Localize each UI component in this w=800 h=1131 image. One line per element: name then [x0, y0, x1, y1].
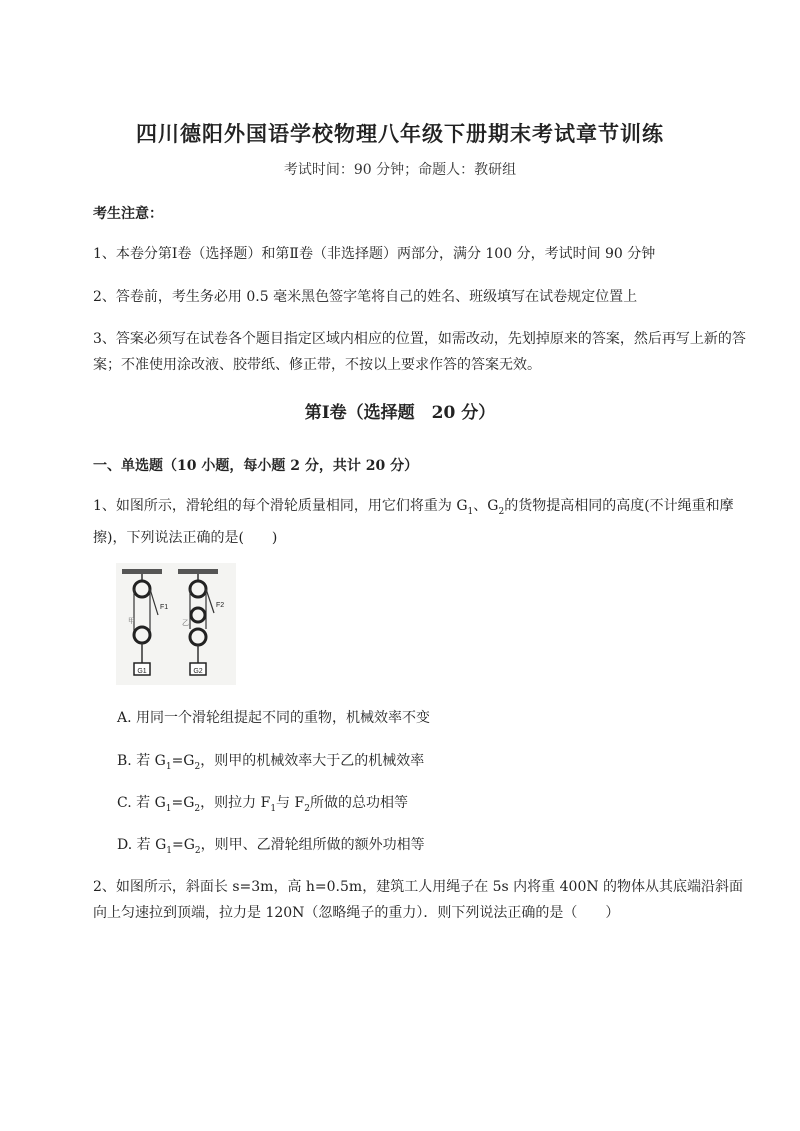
notice-heading: 考生注意： [93, 206, 163, 222]
label-jia: 甲 [128, 617, 135, 625]
question-2-stem: 2、如图所示，斜面长 s=3m，高 h=0.5m，建筑工人用绳子在 5s 内将重 400N 的物体从其底端沿斜面向上匀速拉到顶端，拉力是 120N（忽略绳子的重力）．则下列说法正确的是（ ） [93, 879, 744, 921]
notice-item-2: 2、答卷前，考生务必用 0.5 毫米黑色签字笔将自己的姓名、班级填写在试卷规定位置上 [93, 289, 638, 305]
label-yi: 乙 [182, 619, 189, 627]
notice-item-1: 1、本卷分第Ⅰ卷（选择题）和第Ⅱ卷（非选择题）两部分，满分 100 分，考试时间 90 分钟 [93, 246, 656, 262]
label-f2: F2 [216, 602, 225, 609]
part-title: 一、单选题（10 小题，每小题 2 分，共计 20 分） [93, 458, 419, 474]
option-c[interactable]: C. 若 $G_1=G_2$，则拉力 $F_1$与 $F_2$所做的总功相等 [117, 795, 408, 814]
option-d[interactable]: D. 若 $G_1=G_2$，则甲、乙滑轮组所做的额外功相等 [117, 837, 425, 856]
question-1-stem: 1、如图所示，滑轮组的每个滑轮质量相同，用它们将重为 $G_1$、$G_2$的货物提高相同的高度(不计绳重和摩擦)，下列说法正确的是( ) [93, 498, 734, 546]
label-g1: G1 [137, 668, 147, 675]
exam-info: 考试时间：90 分钟；命题人：教研组 [283, 162, 517, 178]
label-g2: G2 [193, 668, 203, 675]
section-title: 第Ⅰ卷（选择题 20 分） [304, 403, 496, 423]
label-f1: F1 [160, 604, 169, 611]
option-a[interactable]: A. 用同一个滑轮组提起不同的重物，机械效率不变 [117, 710, 431, 726]
notice-item-3: 3、答案必须写在试卷各个题目指定区域内相应的位置，如需改动，先划掉原来的答案，然后再写上新的答案；不准使用涂改液、胶带纸、修正带，不按以上要求作答的答案无效。 [93, 331, 746, 373]
pulley-figure [116, 563, 236, 685]
page-title: 四川德阳外国语学校物理八年级下册期末考试章节训练 [136, 121, 664, 146]
option-b[interactable]: B. 若 $G_1=G_2$，则甲的机械效率大于乙的机械效率 [117, 753, 425, 772]
